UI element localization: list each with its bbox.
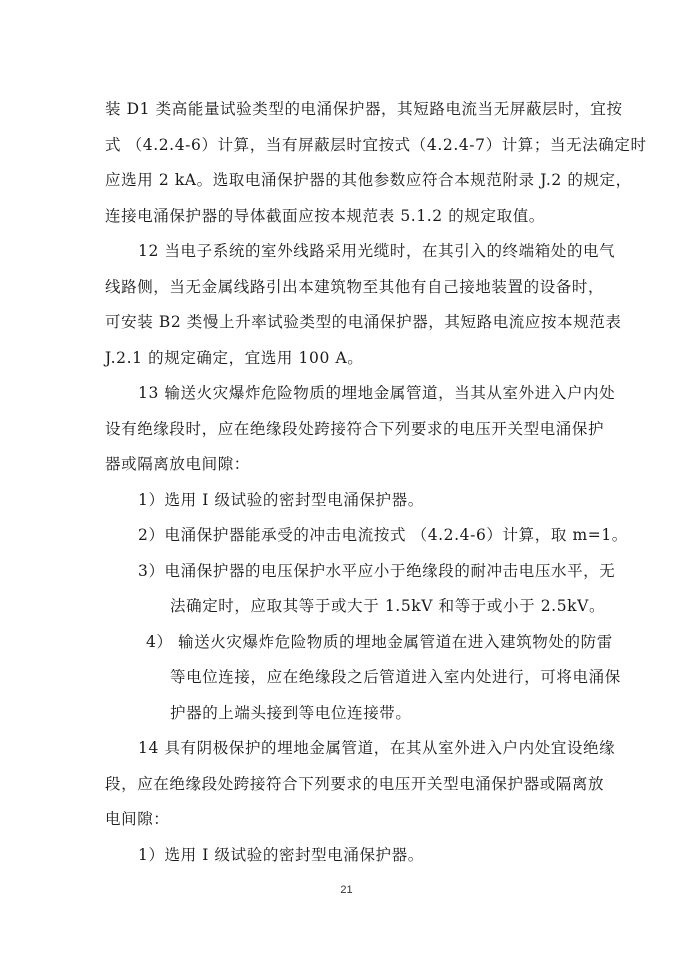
list-item-continuation: 等电位连接，应在绝缘段之后管道进入室内处进行，可将电涌保 [170,668,621,686]
text-line: 可安装 B2 类慢上升率试验类型的电涌保护器，其短路电流应按本规范表 [105,313,622,331]
text-line: 12 当电子系统的室外线路采用光缆时，在其引入的终端箱处的电气 [138,242,616,260]
list-item: 1）选用 I 级试验的密封型电涌保护器。 [138,846,424,864]
page-number: 21 [340,884,353,896]
text-line: 电间隙： [105,810,170,828]
text-line: J.2.1 的规定确定，宜选用 100 A。 [105,349,364,367]
text-line: 装 D1 类高能量试验类型的电涌保护器，其短路电流当无屏蔽层时，宜按 [105,100,623,118]
text-line: 设有绝缘段时，应在绝缘段处跨接符合下列要求的电压开关型电涌保护 [105,420,605,438]
list-item: 4） 输送火灾爆炸危险物质的埋地金属管道在进入建筑物处的防雷 [146,633,613,651]
text-line: 线路侧，当无金属线路引出本建筑物至其他有自己接地装置的设备时， [105,278,605,296]
text-line: 式 （4.2.4-6）计算，当有屏蔽层时宜按式（4.2.4-7）计算；当无法确定时 [105,136,647,154]
text-line: 13 输送火灾爆炸危险物质的埋地金属管道，当其从室外进入户内处 [138,384,616,402]
text-line: 器或隔离放电间隙： [105,455,250,473]
text-line: 应选用 2 kA。选取电涌保护器的其他参数应符合本规范附录 J.2 的规定， [105,171,632,189]
list-item: 1）选用 I 级试验的密封型电涌保护器。 [138,491,424,509]
list-item: 2）电涌保护器能承受的冲击电流按式 （4.2.4-6）计算，取 m=1。 [138,526,628,544]
text-line: 段，应在绝缘段处跨接符合下列要求的电压开关型电涌保护器或隔离放 [105,775,605,793]
text-line: 14 具有阴极保护的埋地金属管道，在其从室外进入户内处宜设绝缘 [138,739,616,757]
list-item-continuation: 护器的上端头接到等电位连接带。 [170,704,412,722]
list-item-continuation: 法确定时，应取其等于或大于 1.5kV 和等于或小于 2.5kV。 [170,597,606,615]
text-line: 连接电涌保护器的导体截面应按本规范表 5.1.2 的规定取值。 [105,207,545,225]
list-item: 3）电涌保护器的电压保护水平应小于绝缘段的耐冲击电压水平，无 [138,562,616,580]
